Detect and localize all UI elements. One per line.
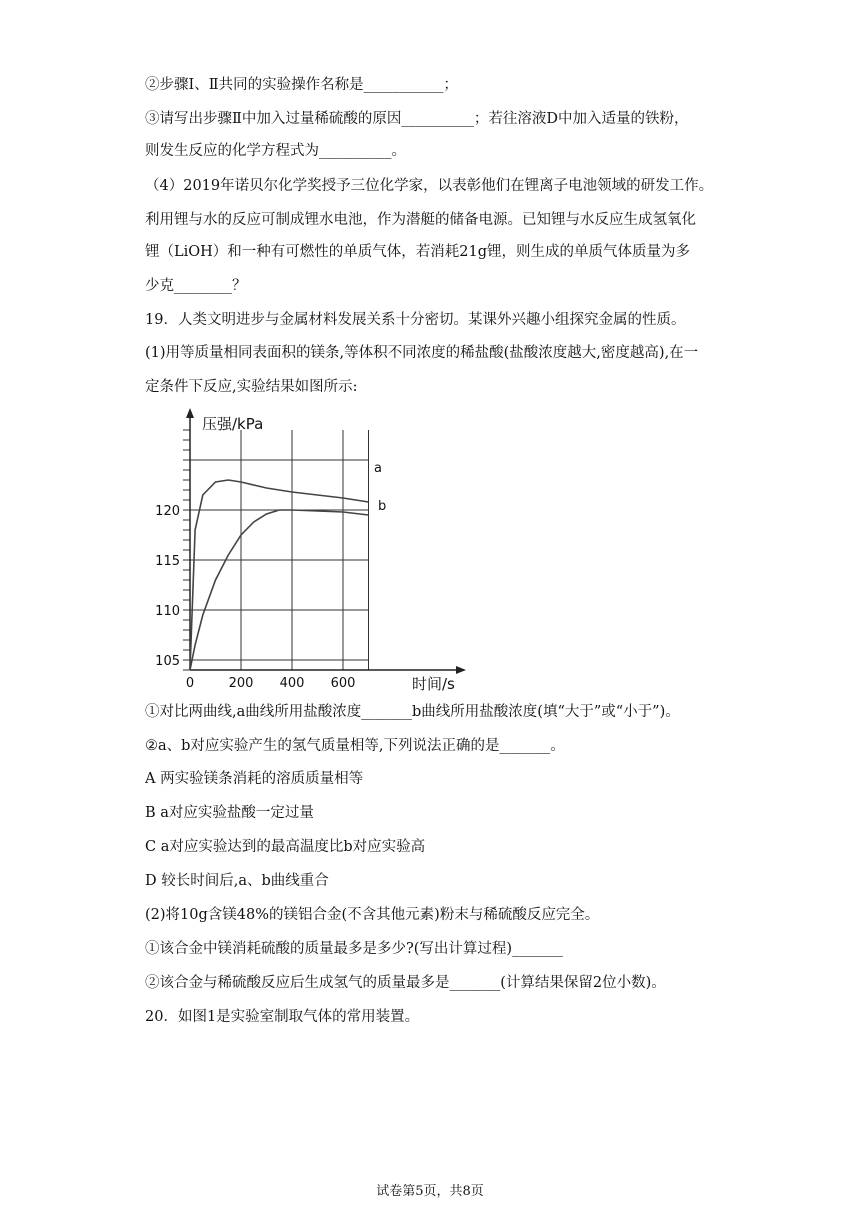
x-tick-label: 400 — [279, 676, 305, 691]
series-label-b: b — [378, 499, 387, 514]
y-axis-arrow — [186, 408, 194, 418]
question-19-stem: 19．人类文明进步与金属材料发展关系十分密切。某课外兴趣小组探究金属的性质。 — [145, 312, 686, 328]
x-tick-label: 0 — [185, 676, 195, 691]
y-tick-label: 120 — [155, 504, 180, 519]
y-tick-label: 110 — [155, 604, 180, 619]
page-footer: 试卷第5页，共8页 — [376, 1184, 484, 1199]
y-axis-label: 压强/kPa — [202, 415, 264, 433]
x-axis-label: 时间/s — [412, 675, 455, 693]
question-19-2-a: ①该合金中镁消耗硫酸的质量最多是多少?(写出计算过程)_______ — [145, 941, 563, 957]
series-label-a: a — [374, 461, 382, 476]
text-line-6: 锂（LiOH）和一种有可燃性的单质气体，若消耗21g锂，则生成的单质气体质量为多 — [145, 244, 691, 260]
text-line-4: （4）2019年诺贝尔化学奖授予三位化学家，以表彰他们在锂离子电池领域的研发工作。 — [145, 178, 714, 194]
text-line-5: 利用锂与水的反应可制成锂水电池，作为潜艇的储备电源。已知锂与水反应生成氢氧化 — [145, 212, 696, 228]
question-19-1-a: ①对比两曲线,a曲线所用盐酸浓度_______b曲线所用盐酸浓度(填“大于”或“小于”)。 — [145, 704, 680, 720]
question-19-1-b: ②a、b对应实验产生的氢气质量相等,下列说法正确的是_______。 — [145, 738, 565, 754]
question-20-stem: 20．如图1是实验室制取气体的常用装置。 — [145, 1009, 420, 1025]
option-b: B a对应实验盐酸一定过量 — [145, 805, 314, 821]
chart-axes — [186, 408, 466, 674]
chart-grid — [190, 430, 369, 670]
question-19-2: (2)将10g含镁48%的镁铝合金(不含其他元素)粉末与稀硫酸反应完全。 — [145, 907, 600, 923]
y-minor-ticks — [183, 430, 190, 670]
tick-labels — [155, 504, 355, 691]
option-d: D 较长时间后,a、b曲线重合 — [145, 873, 329, 889]
x-axis-arrow — [456, 666, 466, 674]
text-line-1: ②步骤Ⅰ、Ⅱ共同的实验操作名称是___________； — [145, 77, 458, 93]
option-c: C a对应实验达到的最高温度比b对应实验高 — [145, 839, 426, 855]
x-tick-label: 200 — [228, 676, 254, 691]
x-tick-label: 600 — [330, 676, 356, 691]
option-a: A 两实验镁条消耗的溶质质量相等 — [145, 771, 364, 787]
y-tick-label: 105 — [155, 654, 180, 669]
text-line-10: 定条件下反应,实验结果如图所示: — [145, 379, 358, 395]
text-line-9: (1)用等质量相同表面积的镁条,等体积不同浓度的稀盐酸(盐酸浓度越大,密度越高),在一 — [145, 345, 699, 361]
text-line-7: 少克________？ — [145, 278, 247, 294]
curve-a — [190, 480, 369, 670]
y-tick-label: 115 — [155, 554, 180, 569]
text-line-3: 则发生反应的化学方程式为__________。 — [145, 143, 406, 159]
text-line-2: ③请写出步骤Ⅱ中加入过量稀硫酸的原因__________；若往溶液D中加入适量的铁粉， — [145, 111, 689, 127]
question-19-2-b: ②该合金与稀硫酸反应后生成氢气的质量最多是_______(计算结果保留2位小数)。 — [145, 975, 666, 991]
curve-b — [190, 510, 369, 670]
pressure-time-chart — [148, 408, 478, 694]
